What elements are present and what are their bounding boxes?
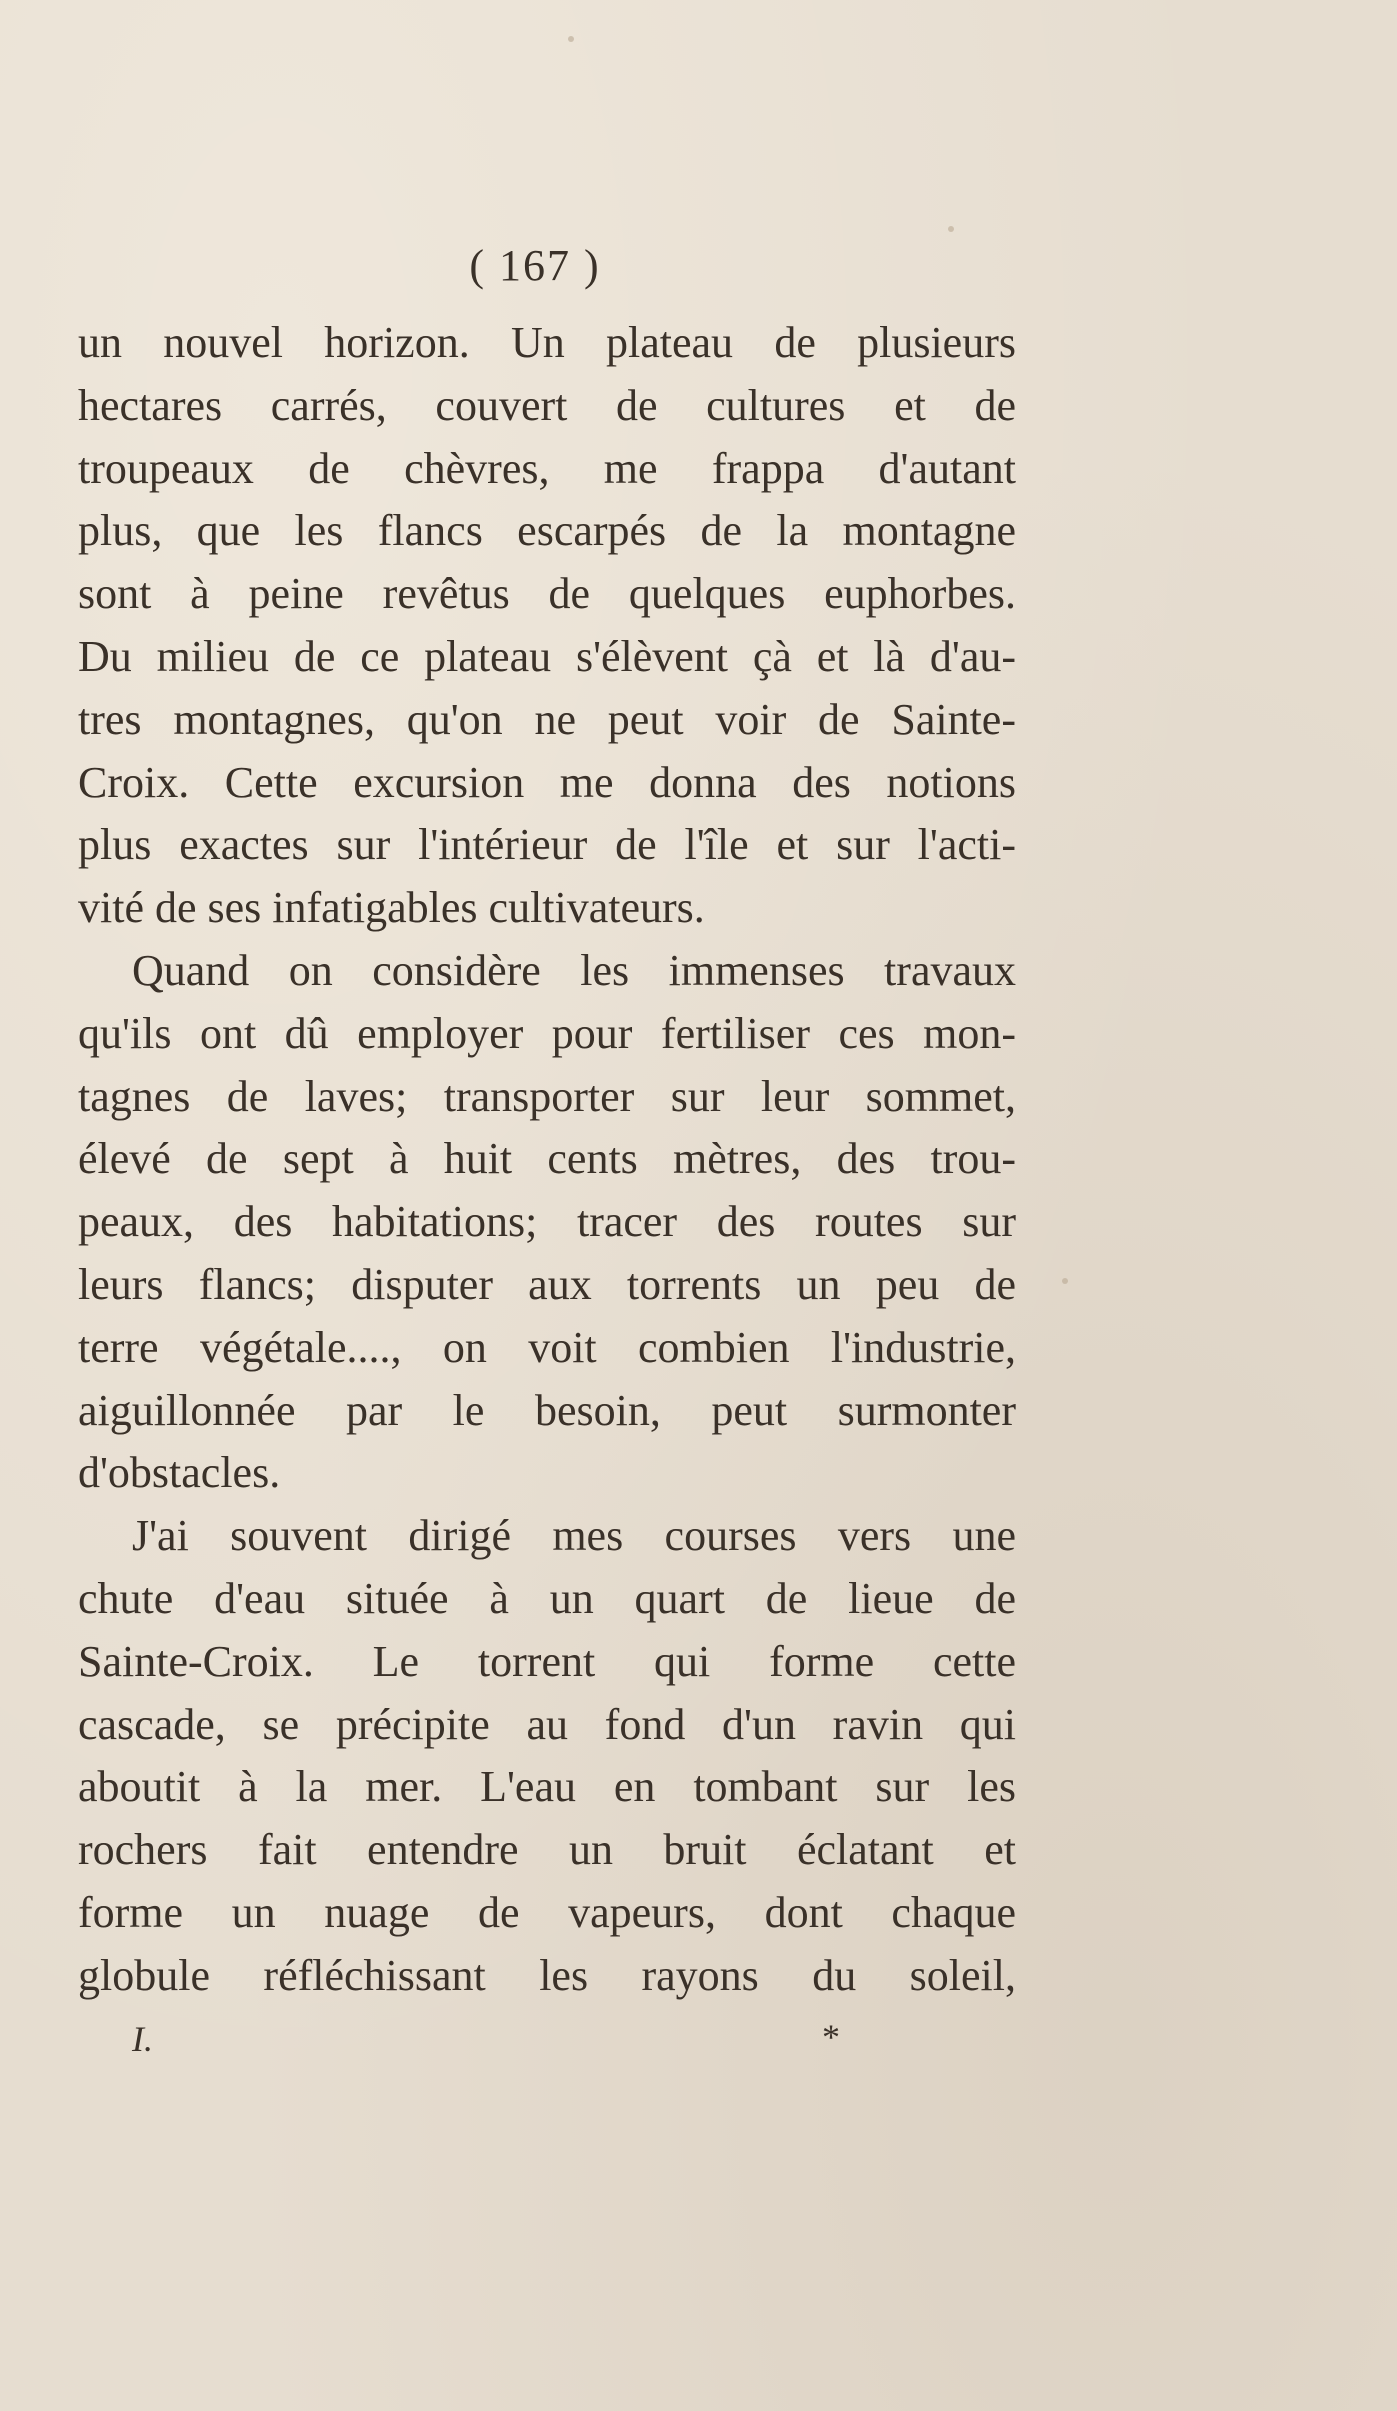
paper-speck	[948, 226, 954, 232]
body-text	[78, 312, 1016, 2008]
text-line: Du milieu de ce plateau s'élèvent çà et là d'au-	[78, 631, 1016, 681]
text-line: Quand on considère les immenses travaux	[132, 945, 1016, 995]
text-line: leurs flancs; disputer aux torrents un peu de	[78, 1259, 1016, 1309]
text-line: chute d'eau située à un quart de lieue de	[78, 1573, 1016, 1623]
text-line: forme un nuage de vapeurs, dont chaque	[78, 1887, 1016, 1937]
text-line: hectares carrés, couvert de cultures et de	[78, 380, 1016, 430]
text-line: élevé de sept à huit cents mètres, des trou-	[78, 1134, 1016, 1184]
text-line: tagnes de laves; transporter sur leur sommet,	[78, 1071, 1016, 1121]
paper-speck	[568, 36, 574, 42]
text-line: tres montagnes, qu'on ne peut voir de Sainte-	[78, 694, 1016, 744]
text-line: terre végétale...., on voit combien l'industrie,	[78, 1322, 1016, 1372]
text-line: troupeaux de chèvres, me frappa d'autant	[78, 443, 1016, 493]
text-line: rochers fait entendre un bruit éclatant et	[78, 1825, 1016, 1875]
text-line: aiguillonnée par le besoin, peut surmonter	[78, 1385, 1016, 1435]
text-line: plus, que les flancs escarpés de la montagne	[78, 506, 1016, 556]
text-line: Croix. Cette excursion me donna des notions	[78, 757, 1016, 807]
text-line: globule réfléchissant les rayons du soleil,	[78, 1950, 1016, 2000]
text-line: cascade, se précipite au fond d'un ravin qui	[78, 1699, 1016, 1749]
text-line: un nouvel horizon. Un plateau de plusieurs	[78, 318, 1016, 367]
page-number: ( 167 )	[469, 241, 601, 290]
text-line: plus exactes sur l'intérieur de l'île et sur l'acti-	[78, 820, 1016, 870]
text-line: aboutit à la mer. L'eau en tombant sur les	[78, 1762, 1016, 1812]
signature-mark: I.	[132, 2019, 153, 2059]
text-line: Sainte-Croix. Le torrent qui forme cette	[78, 1636, 1016, 1686]
text-line: J'ai souvent dirigé mes courses vers une	[132, 1511, 1016, 1561]
text-line: d'obstacles.	[78, 1448, 281, 1498]
text-line: vité de ses infatigables cultivateurs.	[78, 883, 705, 933]
text-line: qu'ils ont dû employer pour fertiliser ces mon-	[78, 1008, 1016, 1058]
paper-speck	[1062, 1278, 1068, 1284]
text-line: sont à peine revêtus de quelques euphorbes.	[78, 569, 1016, 619]
asterisk-mark: *	[822, 2017, 840, 2057]
text-line: peaux, des habitations; tracer des routes sur	[78, 1197, 1016, 1247]
